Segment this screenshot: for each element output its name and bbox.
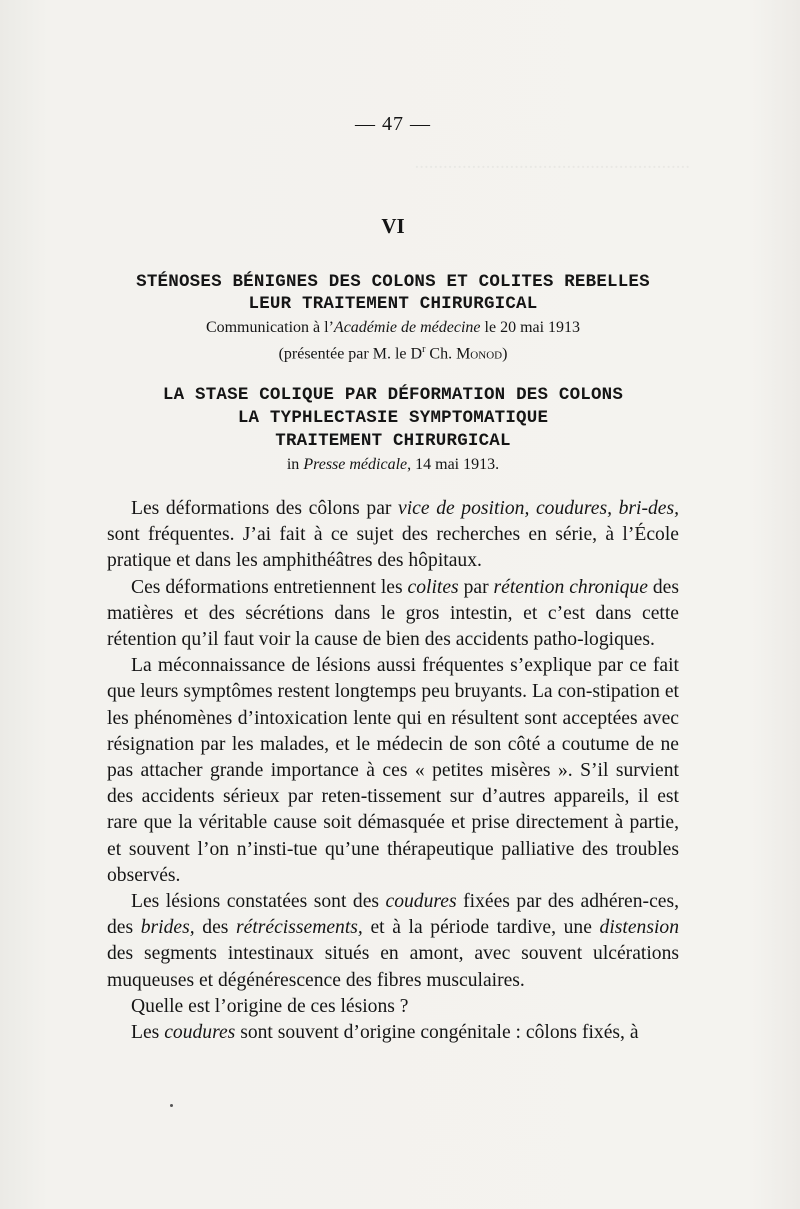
p4-emph-1: coudures [385, 891, 457, 913]
p1-text-2: sont fréquentes. J’ai fait à ce sujet des recherches en série, à l’École pratique et dans les amphithéâtres des hôpitaux. [107, 524, 679, 572]
paragraph-3: La méconnaissance de lésions aussi fréquentes s’explique par ce fait que leurs symptômes restent longtemps peu bruyants. La con-stipation et les phénomènes d’intoxication lente qui en résultent sont acceptées avec résignation par les malades, et le médecin de son côté a coutume de ne pas attacher grande importance à ces « petites misères ». S’il survient des accidents sérieux par reten-tissement sur d’autres appareils, il est rare que la véritable cause soit démasquée et prise directement à partie, et souvent l’on n’insti-tue qu’une thérapeutique palliative des troubles observés. [107, 655, 679, 886]
p4-emph-4: distension [599, 917, 679, 939]
p4-emph-3: rétrécissements, [236, 917, 363, 939]
p4-text-1: Les lésions constatées sont des [131, 891, 386, 913]
paragraph-2 [107, 575, 679, 654]
page-number: — 47 — [355, 113, 431, 135]
ink-speck [170, 1104, 173, 1107]
communication-prefix: Communication à l’ [205, 319, 334, 336]
p6-text-1: Les [131, 1022, 165, 1044]
p1-text-1: Les déformations des côlons par [131, 498, 399, 519]
p4-text-5: des segments intestinaux situés en amont, avec souvent ulcérations muqueuses et dégénérescence des fibres musculaires. [107, 943, 679, 991]
publication-journal: Presse médicale [303, 456, 408, 473]
paragraph-5: Quelle est l’origine de ces lésions ? [131, 995, 409, 1017]
p2-emph-1: colites [407, 576, 459, 598]
p6-text-2: sont souvent d’origine congénitale : côlons fixés, à [235, 1022, 639, 1044]
p6-emph-1: coudures [164, 1022, 236, 1044]
show-through-text [70, 152, 690, 173]
p2-emph-2: rétention chronique [493, 576, 648, 598]
communication-venue: Académie de médecine [333, 319, 481, 336]
title-2-line-2: LA TYPHLECTASIE SYMPTOMATIQUE [237, 408, 549, 428]
title-2-line-3: TRAITEMENT CHIRURGICAL [275, 431, 511, 451]
presenter-name: Monod [456, 345, 503, 363]
publication-prefix: in [286, 456, 304, 473]
p1-emph-1: vice de position, coudures, bri-des, [398, 498, 679, 519]
presented-prefix: (présentée par M. le D [278, 345, 423, 363]
paragraph-6 [107, 1020, 679, 1046]
title-1-line-1: STÉNOSES BÉNIGNES DES COLONS ET COLITES REBELLES [136, 272, 650, 292]
publication-date: , 14 mai 1913. [407, 456, 500, 473]
paragraph-4 [107, 889, 679, 994]
body-text [107, 496, 679, 1046]
p2-text-1: Ces déformations entretiennent les [131, 576, 408, 598]
presented-ch: Ch. [425, 345, 457, 363]
paragraph-1 [107, 496, 679, 575]
section-numeral: VI [381, 214, 405, 238]
p4-emph-2: brides, [140, 917, 195, 939]
communication-date: le 20 mai 1913 [480, 319, 581, 336]
p2-text-3: des matières et des sécrétions dans le gros intestin, et c’est dans cette rétention qu’il faut voir la cause de bien des accidents patho-logiques. [107, 576, 679, 651]
p4-text-2: fixées par des adhéren-ces, des [107, 891, 679, 939]
title-2-line-1: LA STASE COLIQUE PAR DÉFORMATION DES COLONS [162, 385, 624, 405]
communication-line [107, 317, 679, 338]
title-1-line-2: LEUR TRAITEMENT CHIRURGICAL [248, 294, 538, 314]
p2-text-2: par [458, 576, 494, 598]
p4-text-3: des [194, 917, 237, 939]
presented-suffix: ) [502, 345, 508, 363]
presented-sup: r [422, 344, 426, 355]
p4-text-4: et à la période tardive, une [362, 917, 600, 939]
publication-line [107, 454, 679, 475]
presented-line [107, 339, 679, 364]
